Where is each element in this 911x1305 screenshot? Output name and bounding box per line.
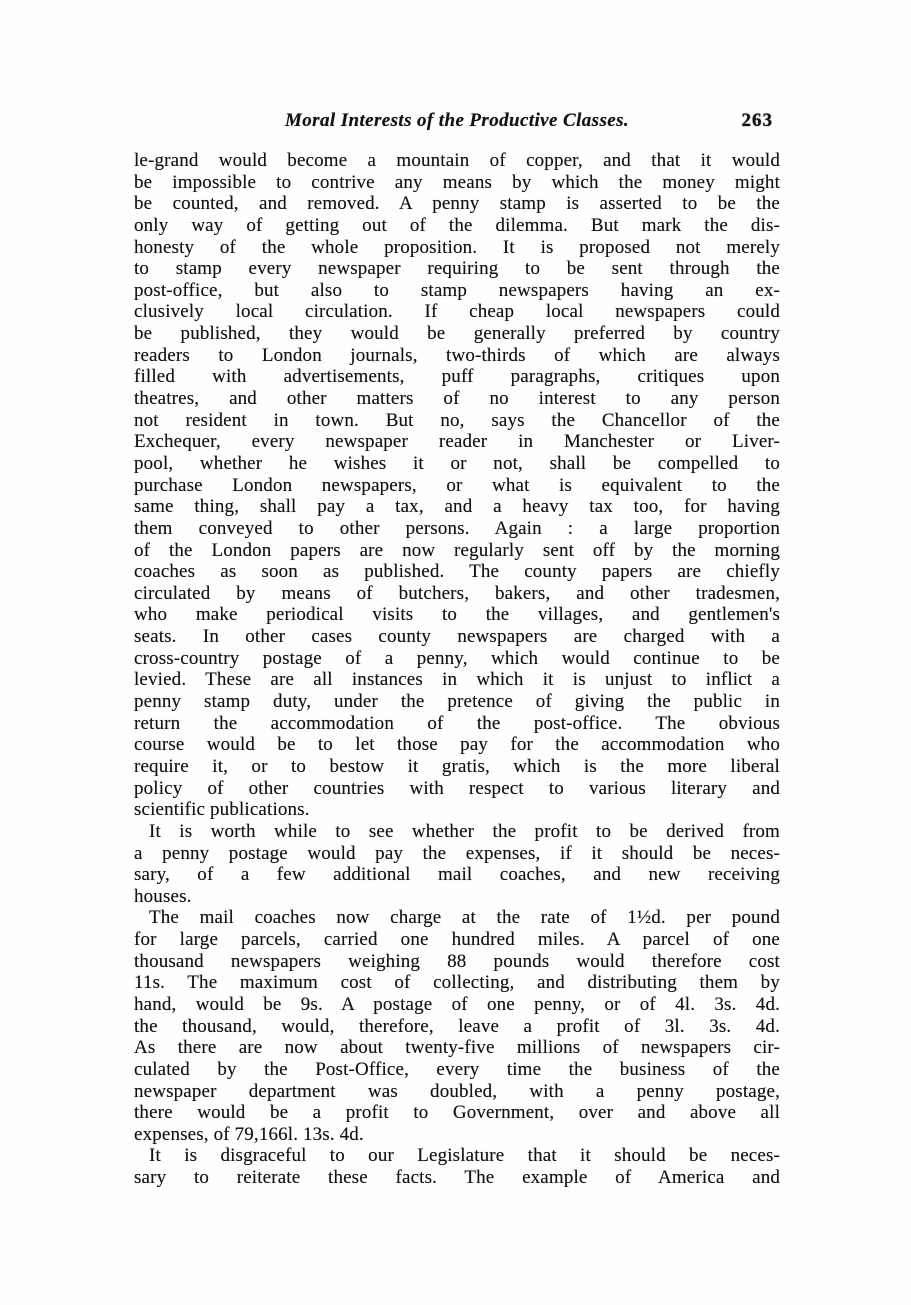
- text-line: of the London papers are now regularly sent off by the morning: [134, 539, 780, 561]
- text-line: only way of getting out of the dilemma. But mark the dis-: [134, 214, 780, 236]
- text-line: filled with advertisements, puff paragraphs, critiques upon: [134, 366, 780, 388]
- running-header: [134, 110, 780, 136]
- text-line: culated by the Post-Office, every time the business of the: [134, 1058, 780, 1080]
- text-line: them conveyed to other persons. Again : a large proportion: [134, 517, 780, 539]
- text-line: the thousand, would, therefore, leave a profit of 3l. 3s. 4d.: [134, 1015, 780, 1037]
- text-line: be counted, and removed. A penny stamp is asserted to be the: [134, 193, 780, 215]
- text-line: theatres, and other matters of no interest to any person: [134, 388, 780, 410]
- text-line: be impossible to contrive any means by which the money might: [134, 171, 780, 193]
- text-line: there would be a profit to Government, over and above all: [134, 1102, 780, 1124]
- text-line: sary to reiterate these facts. The example of America and: [134, 1167, 780, 1189]
- text-line: newspaper department was doubled, with a penny postage,: [134, 1080, 780, 1102]
- text-line: course would be to let those pay for the accommodation who: [134, 734, 780, 756]
- text-line: circulated by means of butchers, bakers, and other tradesmen,: [134, 582, 780, 604]
- text-line: readers to London journals, two-thirds of which are always: [134, 344, 780, 366]
- text-line: houses.: [134, 885, 192, 907]
- text-line: honesty of the whole proposition. It is proposed not merely: [134, 236, 780, 258]
- text-line: not resident in town. But no, says the Chancellor of the: [134, 409, 780, 431]
- text-line: pool, whether he wishes it or not, shall be compelled to: [134, 452, 780, 474]
- text-line: penny stamp duty, under the pretence of giving the public in: [134, 691, 780, 713]
- text-line: thousand newspapers weighing 88 pounds would therefore cost: [134, 950, 780, 972]
- text-line: cross-country postage of a penny, which would continue to be: [134, 647, 780, 669]
- text-line: 11s. The maximum cost of collecting, and distributing them by: [134, 972, 780, 994]
- text-line: scientific publications.: [134, 799, 310, 821]
- text-line: le-grand would become a mountain of copper, and that it would: [134, 150, 780, 171]
- text-line: for large parcels, carried one hundred miles. A parcel of one: [134, 929, 780, 951]
- text-line: levied. These are all instances in which it is unjust to inflict a: [134, 669, 780, 691]
- text-line: purchase London newspapers, or what is equivalent to the: [134, 474, 780, 496]
- text-line: It is worth while to see whether the profit to be derived from: [149, 820, 780, 842]
- text-line: As there are now about twenty-five millions of newspapers cir-: [134, 1037, 780, 1059]
- text-line: It is disgraceful to our Legislature that it should be neces-: [149, 1145, 780, 1167]
- text-line: clusively local circulation. If cheap local newspapers could: [134, 301, 780, 323]
- text-line: a penny postage would pay the expenses, if it should be neces-: [134, 842, 780, 864]
- page-number: 263: [741, 110, 773, 131]
- text-line: who make periodical visits to the villages, and gentlemen's: [134, 604, 780, 626]
- text-line: same thing, shall pay a tax, and a heavy tax too, for having: [134, 496, 780, 518]
- text-line: The mail coaches now charge at the rate of 1½d. per pound: [149, 907, 780, 929]
- text-line: be published, they would be generally preferred by country: [134, 323, 780, 345]
- text-line: require it, or to bestow it gratis, which is the more liberal: [134, 755, 780, 777]
- page-body: [134, 150, 780, 1189]
- text-line: coaches as soon as published. The county papers are chiefly: [134, 561, 780, 583]
- page-title: Moral Interests of the Productive Classes.: [284, 110, 630, 131]
- text-line: post-office, but also to stamp newspapers having an ex-: [134, 279, 780, 301]
- text-line: sary, of a few additional mail coaches, and new receiving: [134, 864, 780, 886]
- text-line: hand, would be 9s. A postage of one penny, or of 4l. 3s. 4d.: [134, 993, 780, 1015]
- text-line: to stamp every newspaper requiring to be sent through the: [134, 258, 780, 280]
- text-line: seats. In other cases county newspapers are charged with a: [134, 626, 780, 648]
- text-line: policy of other countries with respect to various literary and: [134, 777, 780, 799]
- text-line: expenses, of 79,166l. 13s. 4d.: [134, 1123, 364, 1145]
- text-line: Exchequer, every newspaper reader in Manchester or Liver-: [134, 431, 780, 453]
- text-line: return the accommodation of the post-office. The obvious: [134, 712, 780, 734]
